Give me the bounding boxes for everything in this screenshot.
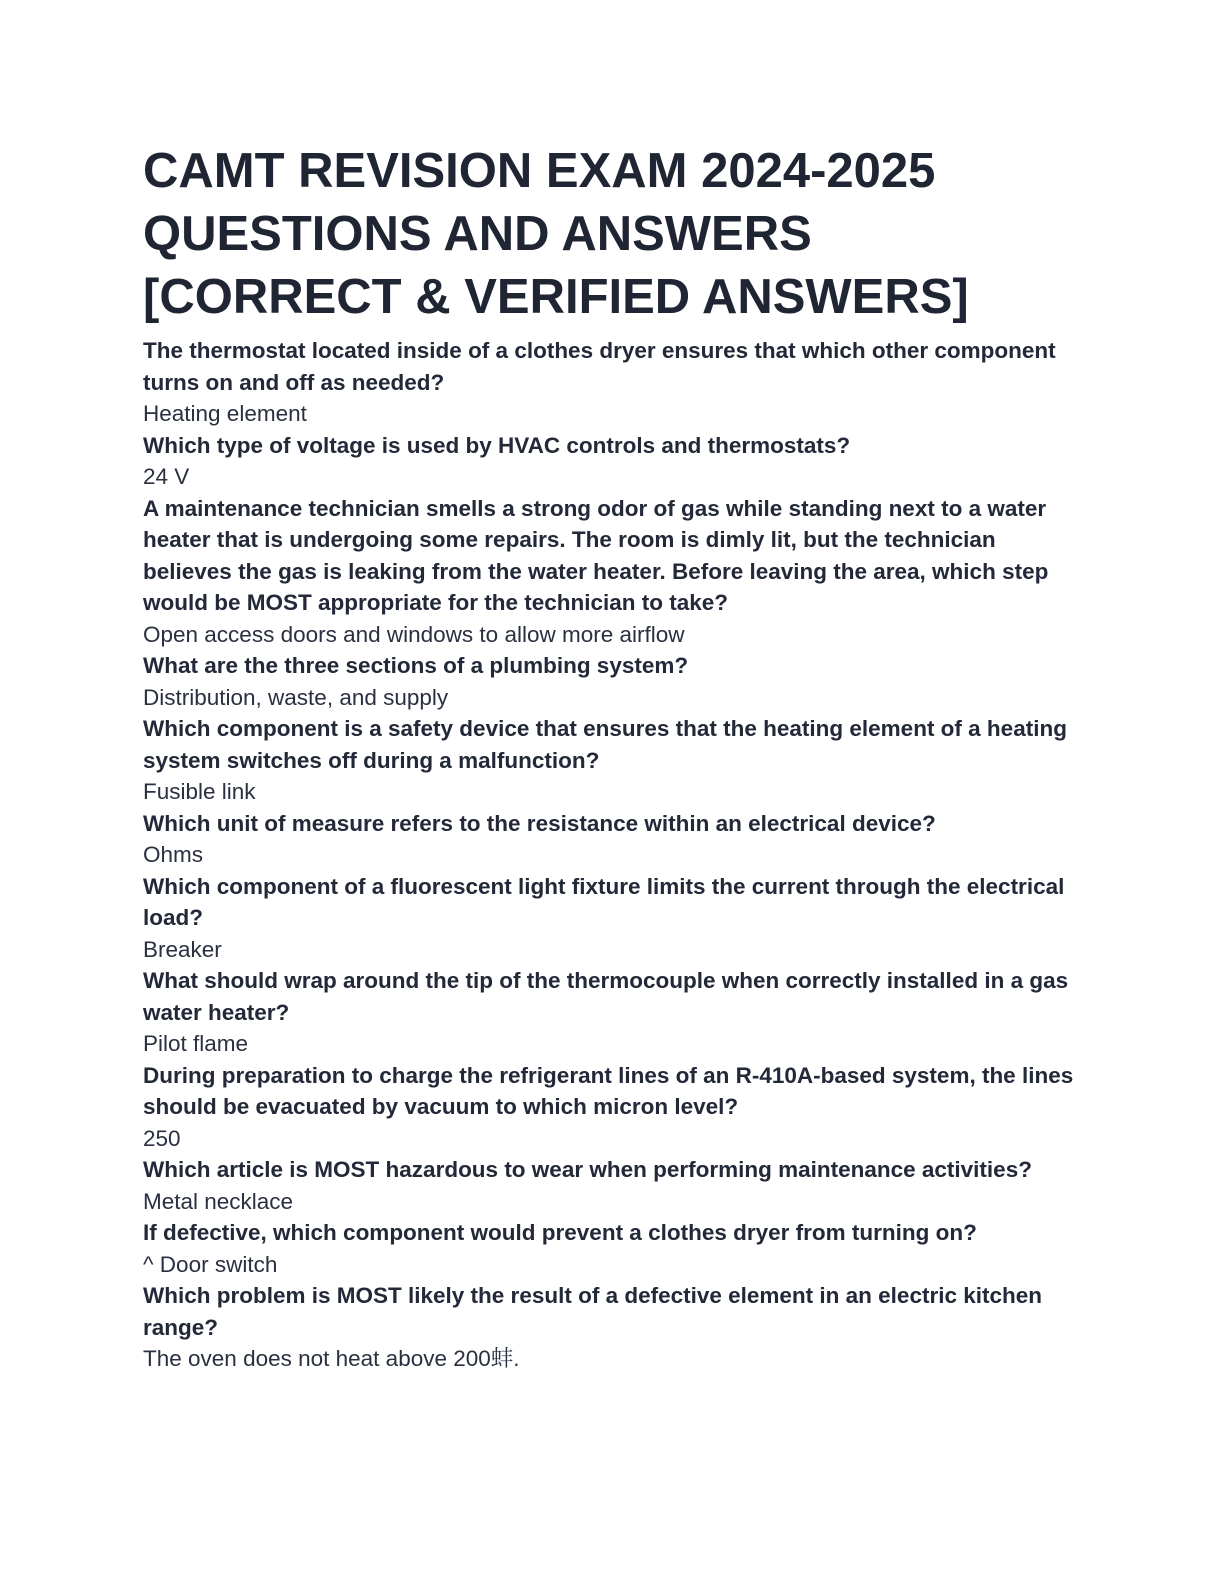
answer-text: 250: [143, 1125, 181, 1151]
answer-text: Ohms: [143, 842, 204, 867]
qa-item: [143, 1154, 1078, 1217]
question-text: Which type of voltage is used by HVAC controls and thermostats?: [143, 432, 851, 458]
question-text: Which component is a safety device that ensures that the heating element of a heating system switches off during a malfunction?: [143, 716, 1067, 773]
question-text: Which problem is MOST likely the result of a defective element in an electric kitchen range?: [143, 1283, 1043, 1340]
qa-item: [143, 808, 1078, 871]
qa-item: [143, 430, 1078, 493]
question-text: Which unit of measure refers to the resistance within an electrical device?: [143, 810, 936, 836]
qa-item: [143, 1217, 1078, 1280]
answer-text: Heating element: [143, 401, 307, 426]
document-title: CAMT REVISION EXAM 2024-2025 QUESTIONS AND ANSWERS [CORRECT & VERIFIED ANSWERS]: [143, 144, 969, 324]
qa-item: [143, 493, 1078, 651]
qa-item: [143, 871, 1078, 966]
qa-item: [143, 650, 1078, 713]
qa-item: [143, 335, 1078, 430]
answer-text: Pilot flame: [143, 1031, 249, 1056]
question-text: What should wrap around the tip of the thermocouple when correctly installed in a gas water heater?: [143, 968, 1069, 1025]
answer-text: Fusible link: [143, 779, 256, 804]
qa-item: [143, 1060, 1078, 1155]
qa-item: [143, 713, 1078, 808]
answer-text: The oven does not heat above 200蚌.: [143, 1346, 520, 1371]
answer-text: 24 V: [143, 464, 190, 489]
answer-text: Metal necklace: [143, 1188, 294, 1214]
qa-list: [143, 335, 1078, 1375]
question-text: What are the three sections of a plumbing system?: [143, 653, 689, 678]
document-page: [143, 140, 1078, 1375]
question-text: A maintenance technician smells a strong odor of gas while standing next to a water heater that is undergoing some repairs. The room is dimly lit, but the technician believes the gas is leaking from the water heater. Before leaving the area, which step would be MOST appropriate for the technician to take?: [143, 495, 1049, 615]
answer-text: Open access doors and windows to allow more airflow: [143, 621, 685, 647]
answer-text: Breaker: [143, 936, 222, 962]
question-text: Which component of a fluorescent light fixture limits the current through the electrical load?: [143, 873, 1065, 930]
question-text: The thermostat located inside of a clothes dryer ensures that which other component turns on and off as needed?: [143, 338, 1056, 395]
qa-item: [143, 965, 1078, 1060]
answer-text: Distribution, waste, and supply: [143, 684, 449, 710]
qa-item: [143, 1280, 1078, 1375]
answer-text: ^ Door switch: [143, 1251, 278, 1277]
question-text: Which article is MOST hazardous to wear when performing maintenance activities?: [143, 1157, 1032, 1182]
question-text: If defective, which component would prevent a clothes dryer from turning on?: [143, 1220, 977, 1245]
question-text: During preparation to charge the refrigerant lines of an R-410A-based system, the lines should be evacuated by vacuum to which micron level?: [143, 1062, 1074, 1119]
